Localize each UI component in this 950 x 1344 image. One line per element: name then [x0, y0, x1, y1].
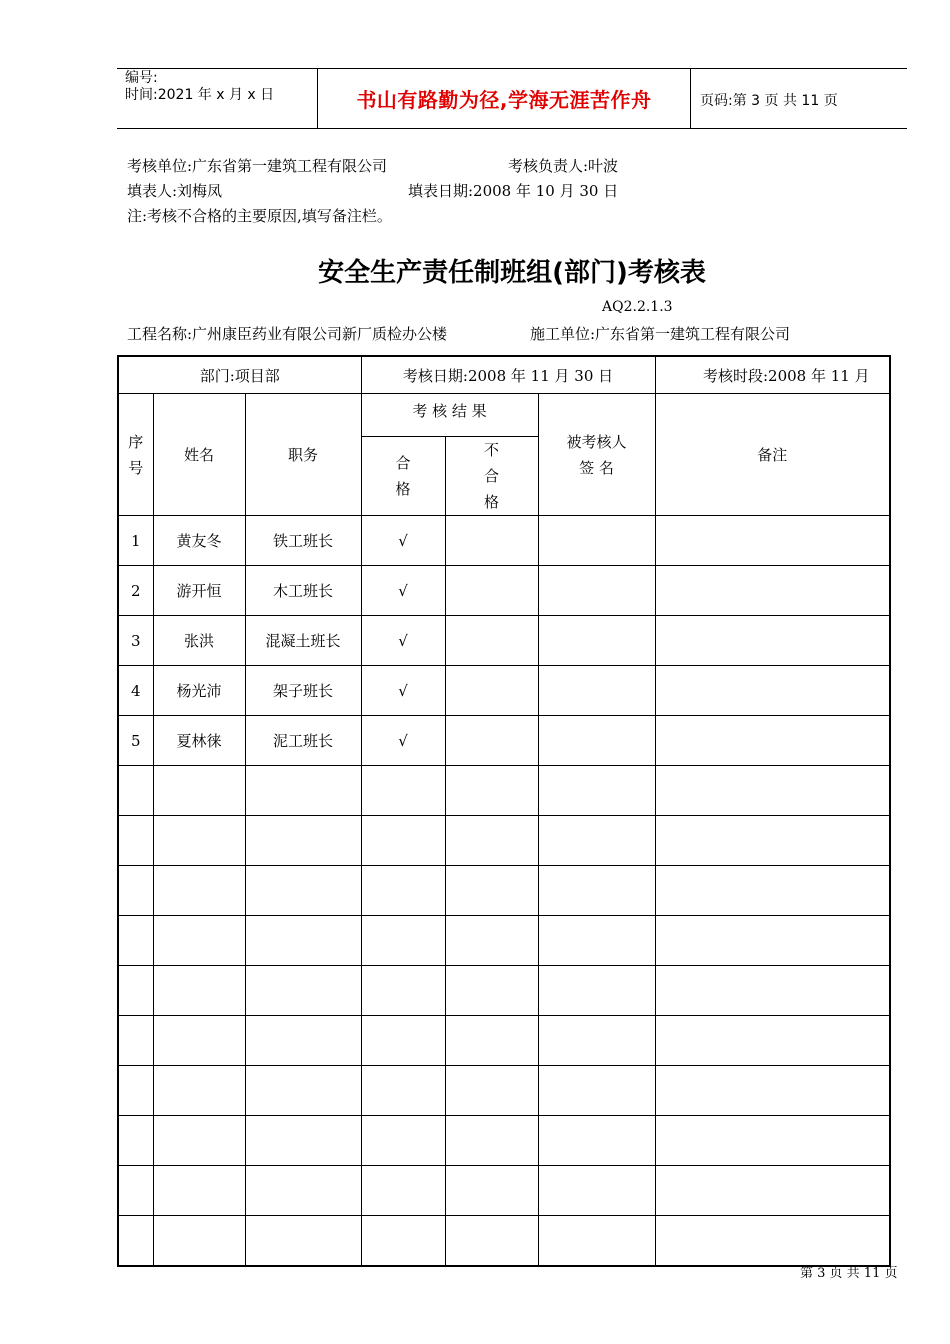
note: 注:考核不合格的主要原因,填写备注栏。 — [127, 207, 392, 225]
cell-remark — [655, 1116, 890, 1166]
cell-name — [153, 966, 245, 1016]
cell-name: 游开恒 — [153, 566, 245, 616]
cell-name — [153, 766, 245, 816]
cell-pass — [361, 816, 445, 866]
table-row — [118, 566, 890, 616]
page-footer: 第 3 页 共 11 页 — [800, 1266, 898, 1281]
cell-fail — [445, 916, 538, 966]
table-row — [118, 666, 890, 716]
cell-duty — [245, 966, 361, 1016]
cell-remark — [655, 866, 890, 916]
cell-seq: 2 — [118, 566, 153, 616]
cell-seq: 3 — [118, 616, 153, 666]
cell-fail — [445, 716, 538, 766]
table-row — [118, 816, 890, 866]
cell-remark — [655, 916, 890, 966]
cell-sign — [538, 716, 655, 766]
cell-fail — [445, 566, 538, 616]
cell-remark — [655, 816, 890, 866]
table-row — [118, 1216, 890, 1267]
assess-date-cell: 考核日期:2008 年 11 月 30 日 — [361, 356, 655, 394]
cell-seq — [118, 1166, 153, 1216]
table-row — [118, 1166, 890, 1216]
cell-duty — [245, 916, 361, 966]
cell-pass — [361, 766, 445, 816]
cell-sign — [538, 1016, 655, 1066]
table-row — [118, 616, 890, 666]
doc-code: AQ2.2.1.3 — [602, 299, 673, 315]
cell-fail — [445, 1116, 538, 1166]
cell-pass — [361, 1016, 445, 1066]
cell-pass — [361, 1166, 445, 1216]
assess-unit: 考核单位:广东省第一建筑工程有限公司 — [127, 157, 388, 175]
project-name: 工程名称:广州康臣药业有限公司新厂质检办公楼 — [127, 325, 448, 343]
cell-fail — [445, 866, 538, 916]
cell-sign — [538, 1116, 655, 1166]
cell-name — [153, 1166, 245, 1216]
table-row — [118, 516, 890, 566]
cell-duty: 架子班长 — [245, 666, 361, 716]
cell-duty — [245, 1166, 361, 1216]
cell-fail — [445, 766, 538, 816]
cell-remark — [655, 666, 890, 716]
table-row — [118, 766, 890, 816]
cell-pass — [361, 1066, 445, 1116]
cell-duty: 泥工班长 — [245, 716, 361, 766]
cell-remark — [655, 1066, 890, 1116]
cell-sign — [538, 1066, 655, 1116]
cell-seq — [118, 1016, 153, 1066]
cell-remark — [655, 1166, 890, 1216]
header-fail: 不 合 格 — [445, 437, 538, 516]
cell-pass — [361, 1116, 445, 1166]
cell-duty: 木工班长 — [245, 566, 361, 616]
assess-period-cell: 考核时段:2008 年 11 月 — [655, 356, 890, 394]
cell-seq — [118, 1066, 153, 1116]
table-row — [118, 1116, 890, 1166]
cell-name — [153, 1066, 245, 1116]
cell-fail — [445, 516, 538, 566]
cell-fail — [445, 1166, 538, 1216]
cell-pass — [361, 916, 445, 966]
header-remark: 备注 — [655, 394, 890, 516]
header-motto: 书山有路勤为径,学海无涯苦作舟 — [356, 88, 652, 112]
cell-fail — [445, 966, 538, 1016]
cell-remark — [655, 566, 890, 616]
cell-seq — [118, 966, 153, 1016]
cell-duty — [245, 1066, 361, 1116]
cell-sign — [538, 666, 655, 716]
table-row — [118, 1066, 890, 1116]
cell-sign — [538, 516, 655, 566]
cell-pass: √ — [361, 516, 445, 566]
header-seq: 序 号 — [118, 394, 153, 516]
dept-cell: 部门:项目部 — [118, 356, 361, 394]
table-row — [118, 866, 890, 916]
page-title: 安全生产责任制班组(部门)考核表 — [318, 258, 706, 288]
cell-seq: 1 — [118, 516, 153, 566]
cell-duty — [245, 1216, 361, 1267]
cell-fail — [445, 1216, 538, 1267]
cell-remark — [655, 716, 890, 766]
cell-seq — [118, 766, 153, 816]
cell-name — [153, 1016, 245, 1066]
cell-sign — [538, 616, 655, 666]
cell-duty — [245, 1116, 361, 1166]
header-divider — [690, 68, 691, 129]
header-left — [125, 70, 274, 104]
builder-unit: 施工单位:广东省第一建筑工程有限公司 — [530, 325, 791, 343]
header-pass: 合 格 — [361, 437, 445, 516]
form-filler: 填表人:刘梅凤 — [127, 182, 223, 200]
cell-duty — [245, 816, 361, 866]
cell-pass: √ — [361, 616, 445, 666]
time-label: 时间:2021 年 x 月 x 日 — [125, 87, 275, 103]
cell-pass: √ — [361, 716, 445, 766]
cell-seq — [118, 916, 153, 966]
cell-name — [153, 916, 245, 966]
cell-fail — [445, 1066, 538, 1116]
cell-fail — [445, 816, 538, 866]
code-label: 编号: — [125, 70, 158, 86]
cell-sign — [538, 916, 655, 966]
cell-name: 张洪 — [153, 616, 245, 666]
cell-remark — [655, 766, 890, 816]
cell-name: 黄友冬 — [153, 516, 245, 566]
cell-remark — [655, 1216, 890, 1267]
cell-fail — [445, 616, 538, 666]
cell-seq — [118, 1216, 153, 1267]
header-page-label: 页码:第 3 页 共 11 页 — [700, 93, 838, 109]
table-row — [118, 1016, 890, 1066]
cell-sign — [538, 966, 655, 1016]
cell-pass — [361, 966, 445, 1016]
cell-fail — [445, 666, 538, 716]
cell-seq — [118, 816, 153, 866]
cell-pass: √ — [361, 666, 445, 716]
cell-sign — [538, 866, 655, 916]
cell-seq — [118, 1116, 153, 1166]
cell-remark — [655, 1016, 890, 1066]
table-row — [118, 966, 890, 1016]
cell-name — [153, 866, 245, 916]
cell-remark — [655, 616, 890, 666]
cell-sign — [538, 1216, 655, 1267]
cell-remark — [655, 966, 890, 1016]
cell-sign — [538, 816, 655, 866]
cell-name — [153, 816, 245, 866]
cell-pass: √ — [361, 566, 445, 616]
cell-duty — [245, 766, 361, 816]
cell-duty — [245, 1016, 361, 1066]
assessment-table — [117, 355, 891, 1267]
cell-pass — [361, 1216, 445, 1267]
header-top-rule — [117, 68, 907, 69]
cell-pass — [361, 866, 445, 916]
assess-leader: 考核负责人:叶波 — [508, 157, 619, 175]
cell-sign — [538, 566, 655, 616]
cell-seq: 5 — [118, 716, 153, 766]
cell-remark — [655, 516, 890, 566]
cell-name — [153, 1116, 245, 1166]
cell-duty: 混凝土班长 — [245, 616, 361, 666]
cell-name: 夏林徕 — [153, 716, 245, 766]
cell-name — [153, 1216, 245, 1267]
header-duty: 职务 — [245, 394, 361, 516]
header-sign: 被考核人 签 名 — [538, 394, 655, 516]
cell-seq: 4 — [118, 666, 153, 716]
table-row — [118, 716, 890, 766]
fill-date: 填表日期:2008 年 10 月 30 日 — [408, 182, 619, 200]
cell-duty: 铁工班长 — [245, 516, 361, 566]
header-bottom-rule — [117, 128, 907, 129]
cell-sign — [538, 766, 655, 816]
cell-sign — [538, 1166, 655, 1216]
header-result: 考 核 结 果 — [361, 394, 538, 437]
cell-name: 杨光沛 — [153, 666, 245, 716]
cell-seq — [118, 866, 153, 916]
table-row — [118, 916, 890, 966]
header-name: 姓名 — [153, 394, 245, 516]
cell-duty — [245, 866, 361, 916]
cell-fail — [445, 1016, 538, 1066]
